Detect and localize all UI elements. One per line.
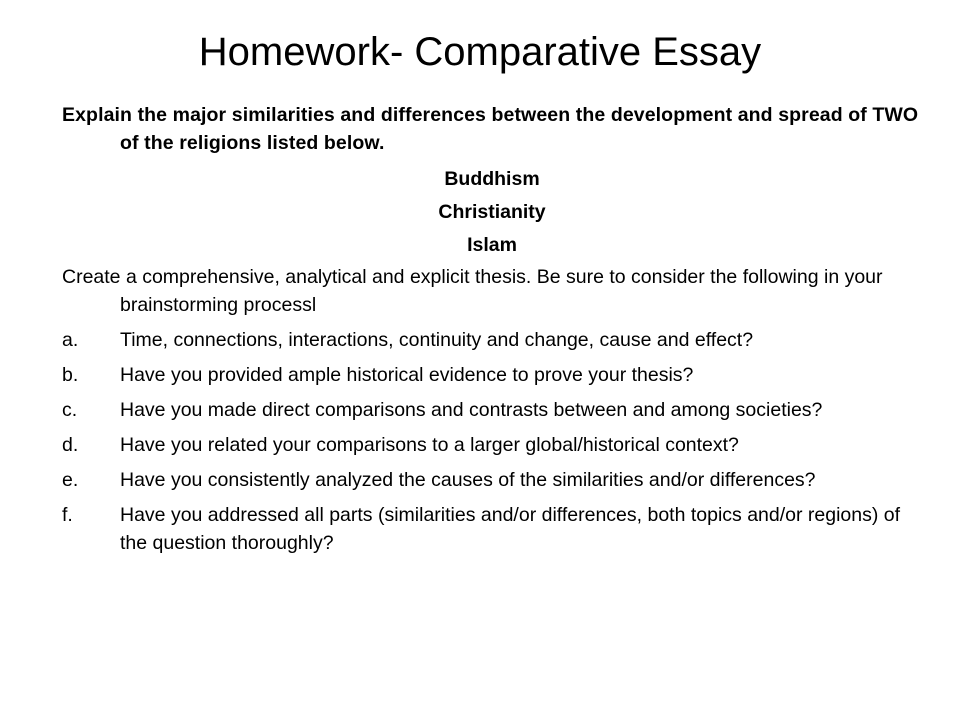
checklist-letter: a. — [62, 329, 79, 351]
checklist-item — [62, 431, 922, 459]
slide-title: Homework- Comparative Essay — [198, 30, 762, 74]
checklist-text: Have you made direct comparisons and contrasts between and among societies? — [120, 399, 823, 421]
religion-item: Buddhism — [444, 168, 540, 190]
checklist-letter: b. — [62, 364, 79, 386]
checklist-text: Time, connections, interactions, continuity and change, cause and effect? — [120, 329, 754, 351]
checklist-letter: f. — [62, 504, 73, 526]
assignment-prompt: Explain the major similarities and differences between the development and spread of TWO of the religions listed below. — [62, 104, 919, 154]
checklist-item — [62, 466, 922, 494]
checklist-text: Have you consistently analyzed the causes of the similarities and/or differences? — [120, 469, 816, 491]
slide-body — [62, 101, 922, 564]
checklist-item — [62, 361, 922, 389]
checklist-letter: d. — [62, 434, 79, 456]
checklist — [62, 326, 922, 557]
checklist-letter: c. — [62, 399, 78, 421]
checklist-letter: e. — [62, 469, 79, 491]
religion-item: Christianity — [438, 201, 546, 223]
checklist-item — [62, 326, 922, 354]
checklist-text: Have you provided ample historical evidence to prove your thesis? — [120, 364, 694, 386]
checklist-item — [62, 501, 922, 557]
religion-item: Islam — [467, 234, 517, 256]
thesis-instruction: Create a comprehensive, analytical and explicit thesis. Be sure to consider the following in your brainstorming processl — [62, 266, 883, 316]
checklist-text: Have you related your comparisons to a larger global/historical context? — [120, 434, 739, 456]
checklist-item — [62, 396, 922, 424]
religion-list — [62, 163, 922, 262]
checklist-text: Have you addressed all parts (similarities and/or differences, both topics and/or regions) of the question thoroughly? — [120, 504, 901, 554]
